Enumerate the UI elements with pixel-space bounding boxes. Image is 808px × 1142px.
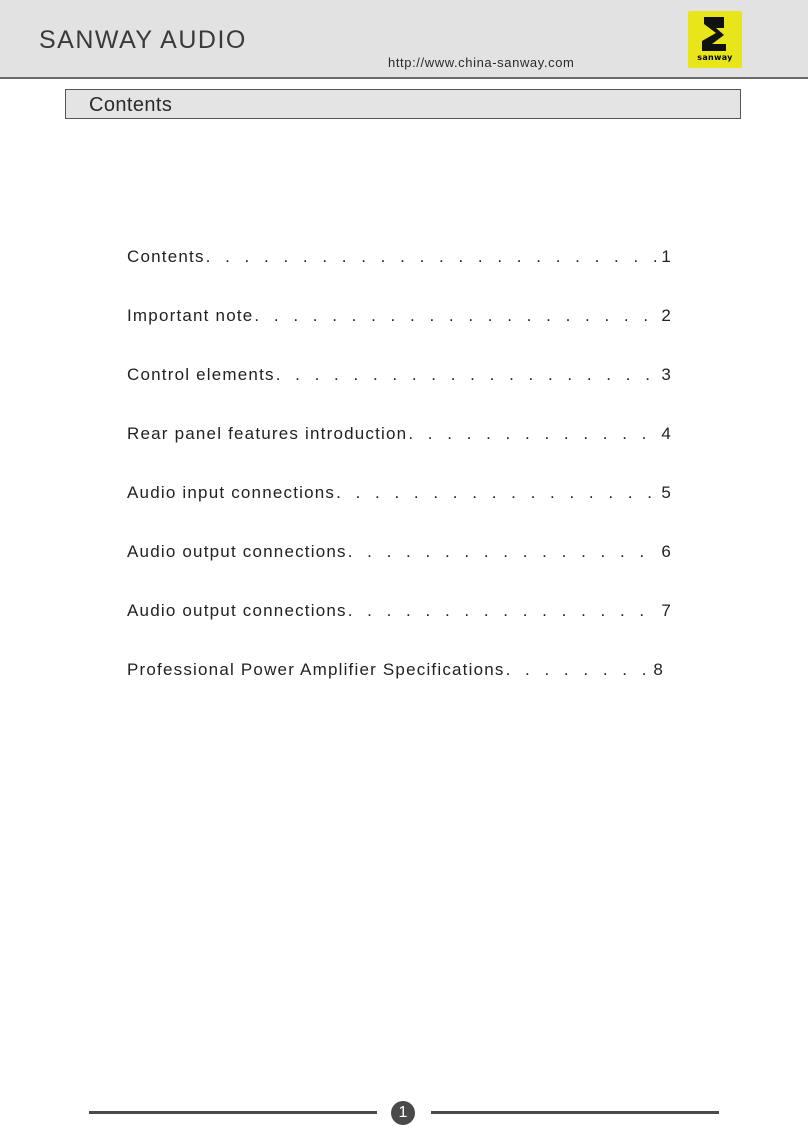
website-url[interactable]: http://www.china-sanway.com [388, 55, 575, 70]
toc-entry-title: Professional Power Amplifier Specifications [127, 660, 505, 679]
toc-dot-leader [348, 542, 658, 562]
footer-rule-right [431, 1111, 719, 1114]
toc-entry-title: Control elements [127, 365, 275, 384]
toc-entry-title: Audio output connections [127, 542, 347, 561]
toc-entry-page: 7 [661, 601, 672, 620]
toc-entry-page: 1 [661, 247, 672, 266]
toc-dot-leader [506, 660, 650, 680]
toc-entry-page: 6 [661, 542, 672, 561]
toc-dot-leader [408, 424, 657, 444]
toc-dot-leader [336, 483, 657, 503]
toc-dot-leader [206, 247, 658, 267]
toc-entry-title: Important note [127, 306, 254, 325]
toc-entry-title: Audio output connections [127, 601, 347, 620]
toc-entry-title: Contents [127, 247, 205, 266]
section-title: Contents [89, 94, 173, 116]
page-header [0, 0, 808, 79]
toc-entry[interactable] [127, 365, 672, 424]
toc-entry-page: 3 [661, 365, 672, 384]
section-heading-box [65, 89, 741, 119]
toc-entry-title: Audio input connections [127, 483, 336, 502]
logo-wordmark: sanway [697, 53, 733, 62]
toc-entry[interactable] [127, 306, 672, 365]
page-number-badge: 1 [391, 1101, 415, 1125]
toc-entry-page: 8 [653, 660, 664, 679]
toc-entry-page: 4 [661, 424, 672, 443]
toc-entry-title: Rear panel features introduction [127, 424, 408, 443]
toc-entry-page: 2 [661, 306, 672, 325]
toc-entry[interactable] [127, 424, 672, 483]
table-of-contents [127, 247, 672, 719]
sanway-logo [688, 11, 742, 68]
toc-dot-leader [348, 601, 658, 621]
toc-entry[interactable] [127, 483, 672, 542]
toc-dot-leader [276, 365, 658, 385]
toc-dot-leader [254, 306, 657, 326]
toc-entry-page: 5 [661, 483, 672, 502]
toc-entry[interactable] [127, 247, 672, 306]
brand-name: SANWAY AUDIO [39, 26, 247, 54]
toc-entry[interactable] [127, 601, 672, 660]
footer-rule-left [89, 1111, 377, 1114]
toc-entry[interactable] [127, 660, 664, 719]
toc-entry[interactable] [127, 542, 672, 601]
